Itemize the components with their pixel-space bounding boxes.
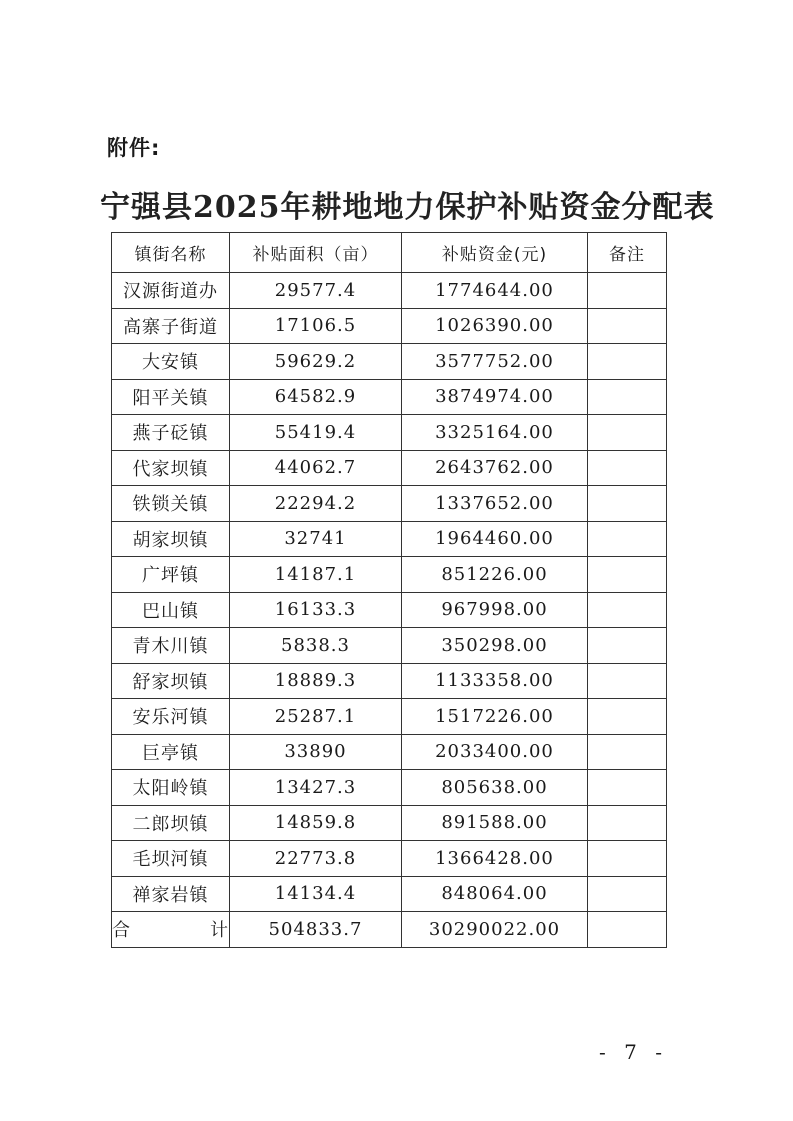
total-funds: 30290022.00 (402, 912, 588, 948)
cell-subsidy-area: 22294.2 (230, 486, 402, 522)
cell-town-name: 巴山镇 (112, 592, 230, 628)
cell-remarks (588, 734, 667, 770)
page-title: 宁强县2025年耕地地力保护补贴资金分配表 (100, 190, 715, 225)
cell-subsidy-area: 16133.3 (230, 592, 402, 628)
table-row (112, 557, 667, 593)
cell-remarks (588, 770, 667, 806)
cell-subsidy-funds: 1964460.00 (402, 521, 588, 557)
cell-subsidy-area: 22773.8 (230, 841, 402, 877)
table-row (112, 876, 667, 912)
table-row (112, 592, 667, 628)
table-row (112, 415, 667, 451)
total-note (588, 912, 667, 948)
cell-subsidy-area: 55419.4 (230, 415, 402, 451)
table-row (112, 805, 667, 841)
cell-subsidy-funds: 3325164.00 (402, 415, 588, 451)
attachment-label: 附件: (107, 136, 161, 160)
cell-town-name: 安乐河镇 (112, 699, 230, 735)
cell-town-name: 阳平关镇 (112, 379, 230, 415)
cell-subsidy-funds: 1026390.00 (402, 308, 588, 344)
cell-subsidy-area: 14187.1 (230, 557, 402, 593)
table-row (112, 663, 667, 699)
cell-subsidy-area: 5838.3 (230, 628, 402, 664)
cell-remarks (588, 450, 667, 486)
cell-town-name: 代家坝镇 (112, 450, 230, 486)
cell-remarks (588, 805, 667, 841)
cell-town-name: 二郎坝镇 (112, 805, 230, 841)
table-row (112, 379, 667, 415)
cell-subsidy-area: 32741 (230, 521, 402, 557)
cell-subsidy-area: 18889.3 (230, 663, 402, 699)
cell-subsidy-funds: 3577752.00 (402, 344, 588, 380)
cell-subsidy-funds: 1337652.00 (402, 486, 588, 522)
cell-remarks (588, 344, 667, 380)
cell-subsidy-area: 33890 (230, 734, 402, 770)
cell-subsidy-funds: 2643762.00 (402, 450, 588, 486)
cell-subsidy-area: 44062.7 (230, 450, 402, 486)
total-area: 504833.7 (230, 912, 402, 948)
table-row (112, 273, 667, 309)
cell-remarks (588, 663, 667, 699)
cell-remarks (588, 628, 667, 664)
cell-subsidy-area: 64582.9 (230, 379, 402, 415)
cell-remarks (588, 876, 667, 912)
cell-subsidy-funds: 1366428.00 (402, 841, 588, 877)
cell-town-name: 舒家坝镇 (112, 663, 230, 699)
cell-town-name: 高寨子街道 (112, 308, 230, 344)
cell-subsidy-funds: 805638.00 (402, 770, 588, 806)
cell-town-name: 毛坝河镇 (112, 841, 230, 877)
cell-town-name: 广坪镇 (112, 557, 230, 593)
table-row (112, 521, 667, 557)
table-row (112, 770, 667, 806)
cell-remarks (588, 486, 667, 522)
cell-town-name: 胡家坝镇 (112, 521, 230, 557)
total-row (112, 912, 667, 948)
cell-remarks (588, 379, 667, 415)
cell-remarks (588, 273, 667, 309)
cell-subsidy-area: 13427.3 (230, 770, 402, 806)
cell-remarks (588, 841, 667, 877)
cell-subsidy-area: 59629.2 (230, 344, 402, 380)
allocation-table (111, 232, 667, 948)
cell-remarks (588, 592, 667, 628)
header-remarks: 备注 (588, 233, 667, 273)
table-row (112, 699, 667, 735)
header-subsidy-area: 补贴面积（亩） (230, 233, 402, 273)
table-header-row (112, 233, 667, 273)
cell-subsidy-funds: 851226.00 (402, 557, 588, 593)
cell-subsidy-area: 29577.4 (230, 273, 402, 309)
cell-subsidy-funds: 2033400.00 (402, 734, 588, 770)
table-row (112, 486, 667, 522)
table-row (112, 344, 667, 380)
header-subsidy-funds: 补贴资金(元) (402, 233, 588, 273)
cell-remarks (588, 699, 667, 735)
cell-town-name: 大安镇 (112, 344, 230, 380)
cell-subsidy-area: 25287.1 (230, 699, 402, 735)
cell-remarks (588, 521, 667, 557)
header-town-name: 镇街名称 (112, 233, 230, 273)
cell-town-name: 汉源街道办 (112, 273, 230, 309)
cell-subsidy-funds: 350298.00 (402, 628, 588, 664)
cell-subsidy-area: 17106.5 (230, 308, 402, 344)
cell-subsidy-funds: 891588.00 (402, 805, 588, 841)
cell-town-name: 禅家岩镇 (112, 876, 230, 912)
cell-subsidy-area: 14134.4 (230, 876, 402, 912)
cell-subsidy-area: 14859.8 (230, 805, 402, 841)
table-row (112, 628, 667, 664)
cell-subsidy-funds: 848064.00 (402, 876, 588, 912)
cell-subsidy-funds: 967998.00 (402, 592, 588, 628)
table-row (112, 308, 667, 344)
cell-town-name: 太阳岭镇 (112, 770, 230, 806)
cell-town-name: 青木川镇 (112, 628, 230, 664)
table-row (112, 841, 667, 877)
cell-town-name: 铁锁关镇 (112, 486, 230, 522)
cell-remarks (588, 557, 667, 593)
table-row (112, 734, 667, 770)
cell-subsidy-funds: 3874974.00 (402, 379, 588, 415)
cell-subsidy-funds: 1133358.00 (402, 663, 588, 699)
cell-remarks (588, 415, 667, 451)
cell-town-name: 燕子砭镇 (112, 415, 230, 451)
total-label: 合 计 (112, 912, 230, 948)
table-row (112, 450, 667, 486)
cell-subsidy-funds: 1774644.00 (402, 273, 588, 309)
cell-subsidy-funds: 1517226.00 (402, 699, 588, 735)
table-body (112, 273, 667, 912)
cell-town-name: 巨亭镇 (112, 734, 230, 770)
page-number: - 7 - (599, 1040, 668, 1064)
cell-remarks (588, 308, 667, 344)
